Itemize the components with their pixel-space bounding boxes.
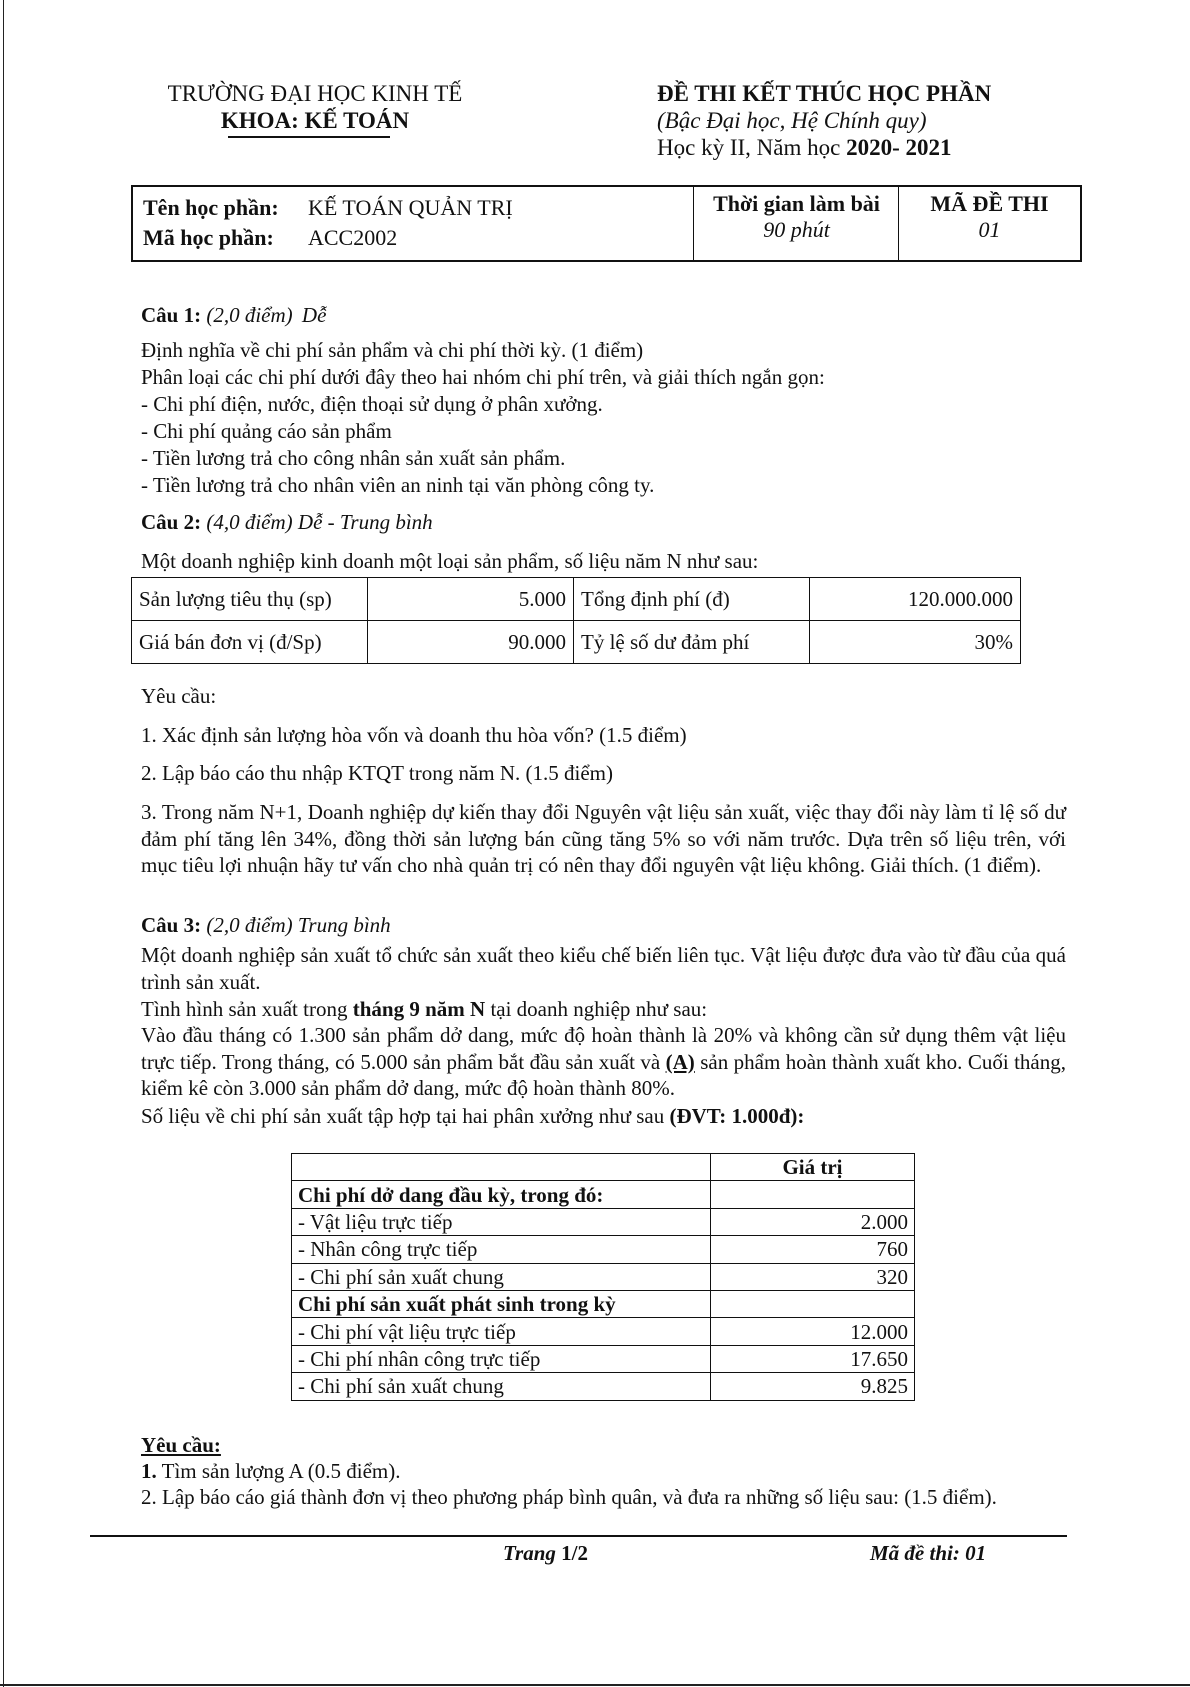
department-name: KHOA: KẾ TOÁN — [220, 108, 410, 133]
q1-line: - Tiền lương trả cho công nhân sản xuất sản phẩm. — [141, 446, 566, 470]
course-name: KẾ TOÁN QUẢN TRỊ — [308, 195, 513, 220]
q3-requirement: 2. Lập báo cáo giá thành đơn vị theo phương pháp bình quân, và đưa ra những số liệu sau: (1.5 điểm). — [141, 1485, 997, 1509]
table-cell: 120.000.000 — [810, 578, 1021, 621]
table-cell: 5.000 — [368, 578, 574, 621]
term-prefix: Học kỳ II, Năm học — [657, 135, 847, 160]
table-cell: - Chi phí vật liệu trực tiếp — [292, 1318, 711, 1345]
q2-heading — [141, 509, 433, 535]
q3-title: Câu 3: — [141, 913, 202, 937]
table-header-cell — [292, 1154, 711, 1181]
exam-code-label: MÃ ĐỀ THI — [930, 191, 1049, 216]
course-info-left — [133, 187, 693, 260]
table-row — [132, 578, 1021, 621]
table-cell: - Nhân công trực tiếp — [292, 1236, 711, 1263]
footer-page-number — [503, 1541, 588, 1566]
q3-paragraph — [141, 1022, 1066, 1102]
table-cell: Tỷ lệ số dư đảm phí — [574, 621, 810, 664]
q3-paragraph — [141, 996, 707, 1022]
exam-level: (Bậc Đại học, Hệ Chính quy) — [657, 108, 927, 133]
table-cell: Tổng định phí (đ) — [574, 578, 810, 621]
q3-requirements-label: Yêu cầu: — [141, 1433, 221, 1457]
table-cell — [711, 1290, 915, 1317]
duration-label: Thời gian làm bài — [713, 191, 880, 216]
table-row — [292, 1263, 915, 1290]
term-year: 2020- 2021 — [846, 135, 952, 160]
table-row — [292, 1318, 915, 1345]
course-name-label: Tên học phần: — [143, 195, 279, 220]
q1-title: Câu 1: — [141, 303, 202, 327]
q3-text: sản phẩm hoàn thành xuất kho. Cuối tháng, kiểm kê còn 3.000 sản phẩm dở dang, mức độ hoàn thành 80%. — [141, 1049, 1066, 1100]
table-cell — [711, 1181, 915, 1208]
q1-line: Phân loại các chi phí dưới đây theo hai nhóm chi phí trên, và giải thích ngắn gọn: — [141, 365, 825, 389]
q3-points-difficulty: (2,0 điểm) Trung bình — [206, 913, 391, 937]
exam-title: ĐỀ THI KẾT THÚC HỌC PHẦN — [657, 81, 992, 106]
q1-line: - Chi phí quảng cáo sản phẩm — [141, 419, 392, 443]
table-cell: Sản lượng tiêu thụ (sp) — [132, 578, 368, 621]
course-code-row — [143, 225, 397, 251]
table-row — [132, 621, 1021, 664]
table-row — [292, 1181, 915, 1208]
course-info-box — [131, 185, 1082, 262]
duration-value: 90 phút — [763, 217, 830, 242]
table-row — [292, 1345, 915, 1372]
page-border-bottom — [0, 1684, 1190, 1686]
footer-rule — [90, 1535, 1067, 1537]
duration-cell — [693, 187, 899, 260]
table-cell: 320 — [711, 1263, 915, 1290]
table-header-row — [292, 1154, 915, 1181]
q1-difficulty: Dễ — [301, 303, 327, 327]
q1-line: - Tiền lương trả cho nhân viên an ninh tại văn phòng công ty. — [141, 473, 655, 497]
table-row — [292, 1373, 915, 1400]
table-cell: 9.825 — [711, 1373, 915, 1400]
table-cell: - Chi phí sản xuất chung — [292, 1263, 711, 1290]
table-cell: - Chi phí sản xuất chung — [292, 1373, 711, 1400]
q1-line: - Chi phí điện, nước, điện thoại sử dụng ở phân xưởng. — [141, 392, 603, 416]
table-cell: Chi phí sản xuất phát sinh trong kỳ — [292, 1290, 711, 1317]
footer-exam-code: Mã đề thi: 01 — [870, 1541, 987, 1565]
table-cell: 17.650 — [711, 1345, 915, 1372]
table-cell: 12.000 — [711, 1318, 915, 1345]
table-cell: 760 — [711, 1236, 915, 1263]
q3-requirement — [141, 1458, 401, 1484]
table-cell: 30% — [810, 621, 1021, 664]
q2-data-table — [131, 577, 1021, 664]
table-cell: - Chi phí nhân công trực tiếp — [292, 1345, 711, 1372]
table-cell: Giá bán đơn vị (đ/Sp) — [132, 621, 368, 664]
table-cell: Chi phí dở dang đầu kỳ, trong đó: — [292, 1181, 711, 1208]
q1-heading — [141, 302, 326, 328]
q3-req1-number: 1. — [141, 1459, 157, 1483]
q3-text: Tình hình sản xuất trong — [141, 997, 353, 1021]
q3-marker-a: (A) — [665, 1049, 695, 1074]
q2-title: Câu 2: — [141, 510, 202, 534]
school-name: TRƯỜNG ĐẠI HỌC KINH TẾ — [167, 81, 463, 106]
q1-points: (2,0 điểm) — [206, 303, 293, 327]
exam-term — [657, 134, 951, 162]
table-cell: - Vật liệu trực tiếp — [292, 1208, 711, 1235]
q3-paragraph — [141, 1103, 804, 1129]
table-row — [292, 1208, 915, 1235]
q1-line: Định nghĩa về chi phí sản phẩm và chi phí thời kỳ. (1 điểm) — [141, 338, 644, 362]
table-header-cell: Giá trị — [711, 1154, 915, 1181]
q2-intro: Một doanh nghiệp kinh doanh một loại sản phẩm, số liệu năm N như sau: — [141, 549, 759, 573]
q2-requirement: 2. Lập báo cáo thu nhập KTQT trong năm N. (1.5 điểm) — [141, 761, 613, 785]
exam-code-cell — [898, 187, 1080, 260]
q2-requirements-label: Yêu cầu: — [141, 684, 217, 708]
page-border-left — [3, 0, 4, 1687]
q3-req1-text: Tìm sản lượng A (0.5 điểm). — [156, 1459, 401, 1483]
q3-text: Vào đầu tháng có 1.300 sản phẩm dở dang, mức độ hoàn thành là 20% và không cần sử dụng thêm vật liệu trực tiếp. Trong tháng, có 5.000 sản phẩm bắt đầu sản xuất và — [141, 1023, 1066, 1074]
department-underline — [228, 136, 390, 138]
q3-cost-table — [291, 1153, 915, 1401]
q2-points-difficulty: (4,0 điểm) Dễ - Trung bình — [206, 510, 433, 534]
exam-code-value: 01 — [978, 217, 1001, 242]
table-row — [292, 1236, 915, 1263]
q2-requirement: 1. Xác định sản lượng hòa vốn và doanh thu hòa vốn? (1.5 điểm) — [141, 723, 687, 747]
q3-text: tại doanh nghiệp như sau: — [485, 997, 708, 1021]
q3-heading — [141, 912, 391, 938]
page-value: 1/2 — [561, 1541, 588, 1565]
course-code-label: Mã học phần: — [143, 225, 274, 250]
table-row — [292, 1290, 915, 1317]
table-cell: 2.000 — [711, 1208, 915, 1235]
page-prefix: Trang — [503, 1541, 562, 1565]
q3-paragraph: Một doanh nghiệp sản xuất tổ chức sản xuất theo kiểu chế biến liên tục. Vật liệu được đưa vào từ đầu của quá trình sản xuất. — [141, 943, 1066, 994]
q3-unit: (ĐVT: 1.000đ): — [669, 1104, 805, 1128]
q3-period: tháng 9 năm N — [352, 997, 486, 1021]
q3-text: Số liệu về chi phí sản xuất tập hợp tại hai phân xưởng như sau — [141, 1104, 670, 1128]
course-code: ACC2002 — [308, 225, 398, 250]
q2-requirement: 3. Trong năm N+1, Doanh nghiệp dự kiến thay đổi Nguyên vật liệu sản xuất, việc thay đổi này làm tỉ lệ số dư đảm phí tăng lên 34%, đồng thời sản lượng bán cũng tăng 5% so với năm trước. Dựa trên số liệu trên, với mục tiêu lợi nhuận hãy tư vấn cho nhà quản trị có nên thay đổi nguyên vật liệu không. Giải thích. (1 điểm). — [141, 800, 1066, 877]
course-name-row — [143, 195, 513, 221]
table-cell: 90.000 — [368, 621, 574, 664]
